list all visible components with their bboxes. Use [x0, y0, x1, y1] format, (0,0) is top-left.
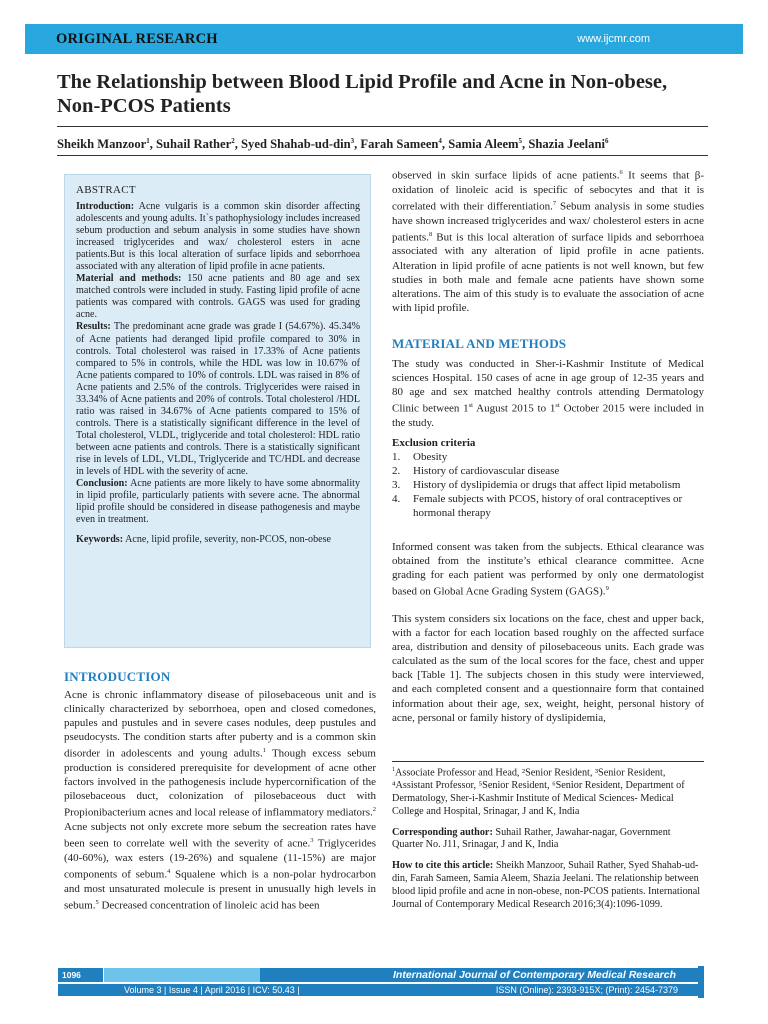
author-sup: 2: [231, 137, 235, 145]
abstract-text: The predominant acne grade was grade I (54.67%). 45.34% of Acne patients had deranged lipid profile compared to 30% in controls. Total cholesterol was raised in 17.33% of Acne patients compared to 5% in controls, while the HDL was low in 10.67% of Acne patients compared to 10% of controls. LDL was raised in 8% of Acne patients and 2.5% of the controls. Triglycerides were raised in 33.34% of Acne patients and 20% of controls. Total cholesterol /HDL ratio was raised in 34.67% of Acne patients compared to 15% of controls. There is a statistically significant difference in the level of Total cholesterol, VLDL, triglyceride and total cholesterol: HDL ratio between acne patients and controls. There is a statistically significant rise in levels of LDL, VLDL, Triglyceride and TC/HDL and decrease in levels of HDL with the severity of acne.: [76, 321, 360, 478]
text-run: Though excess sebum production is considered prerequisite for development of acne other factors involved in the pathogenesis include hypercornification of the pilosebaceous duct, colonization of pilosebaceous duct with Propionibacterium acnes and local release of inflammatory mediators.: [64, 748, 376, 820]
text-run: Decreased concentration of linoleic acid has been: [98, 899, 320, 912]
abstract-methods: [76, 273, 360, 321]
abstract-text: 150 acne patients and 80 age and sex matched controls were included in study. Fasting lipid profile of acne patients was compared with controls. GAGS was used for grading acne.: [76, 273, 361, 321]
affiliation-text: Associate Professor and Head, ²Senior Resident, ³Senior Resident, ⁴Assistant Professor, ⁵Senior Resident, ⁶Senior Resident, Department of Dermatology, Sher-i-Kashmir Institute of Medical Sciences- Medical College and Hospital, Srinagar, J and K, India: [392, 767, 685, 817]
methods-consent-paragraph: [392, 540, 704, 599]
citation-ref[interactable]: 8: [428, 230, 433, 238]
citation-ref[interactable]: 2: [372, 806, 376, 814]
authors-rule: [57, 155, 708, 156]
list-number: 3.: [392, 479, 401, 492]
journal-name: International Journal of Contemporary Medical Research: [393, 969, 676, 981]
exclusion-heading: Exclusion criteria: [392, 437, 476, 449]
list-number: 1.: [392, 451, 401, 464]
abstract-text: Acne, lipid profile, severity, non-PCOS, non-obese: [125, 534, 332, 546]
list-number: 4.: [392, 493, 401, 506]
footer-edge: [698, 966, 704, 998]
abstract-introduction: [76, 201, 360, 273]
volume-info: Volume 3 | Issue 4 | April 2016 | ICV: 50.43 |: [124, 985, 300, 995]
text-run: Informed consent was taken from the subjects. Ethical clearance was obtained from the institute’s ethical clearance committee. Acne grading for each patient was performed by only one dermatologist based on Global Acne Grading System (GAGS).: [392, 541, 704, 598]
abstract-label: Material and methods:: [76, 273, 182, 285]
methods-paragraph: [392, 357, 704, 430]
corresponding-author: [392, 827, 704, 853]
abstract-conclusion: [76, 478, 360, 526]
title-rule: [57, 126, 708, 127]
ordinal-sup: st: [555, 402, 560, 410]
footnote-label: Corresponding author:: [392, 826, 493, 838]
footnotes: [392, 764, 704, 919]
methods-heading: MATERIAL AND METHODS: [392, 336, 567, 351]
abstract-keywords: [76, 534, 360, 546]
list-item: [392, 464, 704, 478]
footer-info: [120, 983, 680, 997]
citation-ref[interactable]: 3: [310, 837, 314, 845]
list-text: History of dyslipidemia or drugs that affect lipid metabolism: [413, 479, 681, 492]
text-run: It seems that β-oxidation of linoleic acid is specific of sebocytes and that it is correlated with their differentiation.: [392, 169, 704, 213]
citation-ref[interactable]: 4: [167, 868, 171, 876]
text-run: October 2015 were included in the study.: [392, 402, 704, 430]
author-sup: 1: [146, 137, 150, 145]
list-text: Obesity: [413, 451, 448, 464]
page-number: 1096: [58, 968, 103, 982]
text-run: Sebum analysis in some studies have shown increased triglycerides and wax/ cholesterol esters in acne patients.: [392, 200, 704, 244]
citation-ref[interactable]: 7: [552, 199, 557, 207]
text-run: Acne subjects not only excrete more sebum the secreation rates have been seen to correlate well with the severity of acne.: [64, 821, 376, 850]
ordinal-sup: st: [468, 402, 473, 410]
author-name: Syed Shahab-ud-din: [241, 137, 351, 152]
author-sup: 5: [518, 137, 523, 145]
citation-ref[interactable]: 6: [619, 169, 623, 176]
abstract-label: Introduction:: [76, 201, 135, 212]
introduction-continued: [392, 166, 704, 315]
footnote-text: Suhail Rather, Jawahar-nagar, Government Quarter No. J11, Srinagar, J and K, India: [392, 826, 671, 851]
list-item: [392, 478, 704, 492]
author-sup: 3: [350, 137, 355, 145]
header-bar: [25, 24, 743, 54]
exclusion-list: [392, 450, 704, 520]
footer-strip: [104, 968, 260, 982]
methods-gags-paragraph: This system considers six locations on the face, chest and upper back, with a factor for each location based roughly on the affected surface area, distribution and density of pilosebaceous units. Each grade was calculated as the sum of the local scores for the face, chest and upper back [Table 1]. The subjects chosen in this study were interviewed, and each completed consent and a questionnaire form that contained information about their age, sex, weight, height, personal history of acne, personal or family history of dyslipidemia,: [392, 613, 704, 724]
author-name: Suhail Rather: [156, 137, 232, 152]
abstract-label: Conclusion:: [76, 478, 128, 490]
text-run: Triglycerides (40-60%), wax esters (19-26%) and squalene (11-15%) are major components of sebum.: [64, 837, 376, 881]
text-run: But is this local alteration of surface lipids and seborrhoea associated with any alteration of lipid profile in acne patients. Alteration in lipid profile of acne patients is not well known, but few studies in both male and female acne patients have shown some alterations. The aim of this study is to evaluate the association of acne with lipid profile.: [392, 231, 704, 314]
abstract-heading: ABSTRACT: [76, 184, 136, 196]
list-text: History of cardiovascular disease: [413, 465, 560, 478]
footnote-text: Sheikh Manzoor, Suhail Rather, Syed Shahab-ud-din, Farah Sameen, Samia Aleem, Shazia Jeelani. The relationship between blood lipid profile and acne in non-obese, non-PCOS patients. International Journal of Contemporary Medical Research 2016;3(4):1096-1099.: [392, 860, 701, 910]
footer-journal-bar: [260, 968, 698, 982]
citation-ref[interactable]: 5: [95, 898, 99, 906]
author-sup: 6: [604, 137, 609, 145]
abstract-label: Keywords:: [76, 534, 124, 546]
introduction-text: [64, 688, 376, 913]
text-run: August 2015 to 1: [472, 402, 556, 415]
text-run: The study was conducted in Sher-i-Kashmir Institute of Medical sciences Hospital. 150 cases of acne in age group of 12-35 years and 80 age and sex matched healthy controls attending Dermatology Clinic between 1: [392, 358, 704, 415]
author-name: Farah Sameen: [360, 137, 439, 152]
abstract-results: [76, 321, 360, 478]
author-sup: 4: [438, 137, 442, 145]
citation-ref[interactable]: 1: [262, 747, 266, 755]
affiliation-sup: 1: [392, 767, 395, 773]
author-name: Sheikh Manzoor: [57, 137, 147, 152]
author-name: Shazia Jeelani: [528, 137, 605, 152]
list-text: Female subjects with PCOS, history of oral contraceptives or hormonal therapy: [413, 493, 683, 520]
introduction-heading: INTRODUCTION: [64, 669, 171, 684]
affiliations: [392, 764, 704, 819]
author-name: Samia Aleem: [448, 137, 519, 152]
article-type-label: ORIGINAL RESEARCH: [56, 31, 218, 47]
list-item: [392, 492, 704, 520]
abstract-box: [64, 174, 371, 648]
citation-ref[interactable]: 9: [605, 585, 609, 593]
author-list: Sheikh Manzoor$^1$, Suhail Rather$^2$, Syed Shahab-ud-din$^3$, Farah Sameen$^4$, Samia Aleem$^5$, Shazia Jeelani$^6$: [57, 137, 609, 152]
abstract-text: Acne vulgaris is a common skin disorder affecting adolescents and young adults. It`s pathophysiology includes increased sebum production and sebum analysis in some studies have shown increased triglycerides and wax/ cholesterol esters in acne patients.But is this local alteration of surface lipids and seborrhoea associated with any alteration of lipid profile in acne patients.: [76, 201, 360, 273]
issn-info: ISSN (Online): 2393-915X; (Print): 2454-7379: [495, 985, 678, 995]
abstract-text: Acne patients are more likely to have some abnormality in lipid profile, particularly patients with severe acne. The abnormal lipid profile should be considered in disease pathogenesis and maybe even in treatment.: [76, 478, 360, 526]
text-run: Squalene which is a non-polar hydrocarbon and most unsaturated molecule is present in unusually high levels in sebum.: [64, 868, 377, 912]
list-item: [392, 450, 704, 464]
footnote-rule: [392, 761, 704, 762]
how-to-cite: [392, 860, 704, 911]
text-run: Acne is chronic inflammatory disease of pilosebaceous unit and is clinically characterized by seborrhoea, open and closed comedones, papules and pustules and in severe cases nodules, deep pustules and pseudocysts. The condition starts after puberty and is a common skin disorder in adolescents and young adults.: [64, 689, 376, 761]
list-number: 2.: [392, 465, 401, 478]
article-title: The Relationship between Blood Lipid Profile and Acne in Non-obese, Non-PCOS Patients: [57, 71, 668, 117]
journal-url[interactable]: www.ijcmr.com: [577, 33, 650, 45]
footnote-label: How to cite this article:: [392, 860, 494, 872]
exclusion-criteria: [392, 436, 704, 521]
text-run: observed in skin surface lipids of acne patients.: [392, 169, 620, 182]
abstract-label: Results:: [76, 321, 111, 333]
